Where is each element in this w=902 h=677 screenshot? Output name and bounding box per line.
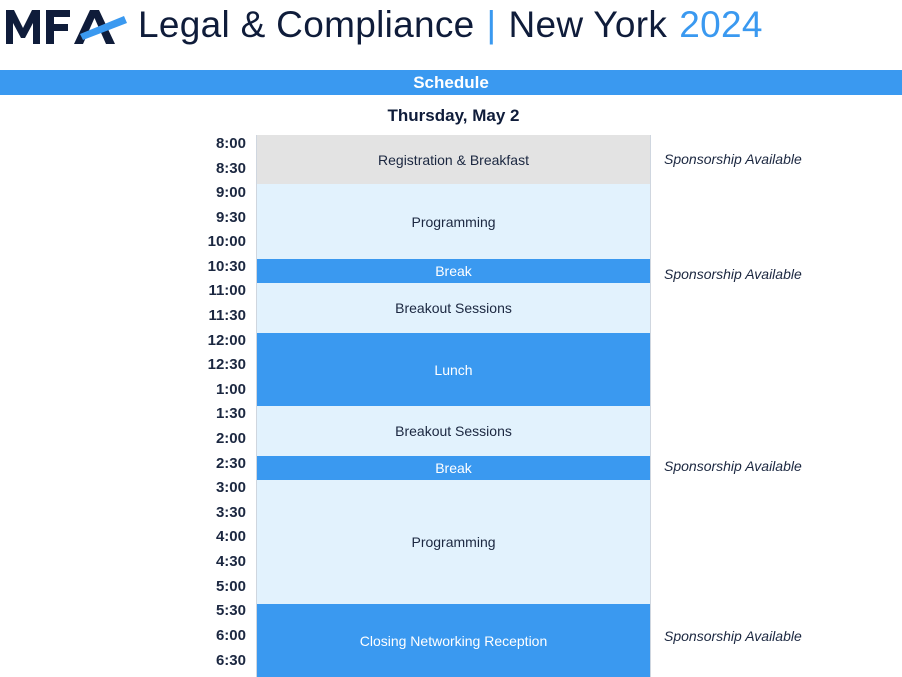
time-label: 12:00	[207, 332, 246, 349]
schedule-grid	[256, 135, 651, 677]
time-label: 6:00	[215, 627, 246, 644]
time-label: 5:00	[215, 578, 246, 595]
block-label: Break	[435, 460, 472, 476]
time-label: 5:30	[215, 602, 246, 619]
time-label: 10:30	[207, 258, 246, 275]
block-label: Programming	[411, 213, 496, 230]
schedule-block	[257, 604, 650, 677]
time-label: 2:30	[215, 455, 246, 472]
sponsorship-note: Sponsorship Available	[664, 151, 802, 167]
time-label: 2:00	[215, 430, 246, 447]
time-label: 9:00	[215, 184, 246, 201]
title-separator: |	[486, 4, 497, 45]
day-title: Thursday, May 2	[387, 106, 520, 125]
event-city: New York	[508, 4, 668, 45]
time-label: 11:30	[208, 307, 246, 324]
block-label: Closing Networking Reception	[359, 632, 548, 649]
time-label: 8:30	[215, 160, 246, 177]
event-title	[138, 0, 763, 50]
time-label: 9:30	[215, 209, 246, 226]
time-label: 4:30	[215, 553, 246, 570]
block-label: Breakout Sessions	[395, 300, 512, 316]
header	[0, 0, 902, 50]
time-label: 10:00	[207, 233, 246, 250]
time-label: 3:30	[215, 504, 246, 521]
schedule-block	[257, 184, 650, 259]
block-label: Lunch	[434, 361, 473, 378]
time-label: 3:00	[215, 479, 246, 496]
schedule-block	[257, 135, 650, 184]
time-label: 11:00	[208, 282, 246, 299]
schedule-block	[257, 283, 650, 333]
time-label: 12:30	[207, 356, 246, 373]
time-label: 1:30	[215, 405, 246, 422]
mfa-logo	[4, 4, 128, 48]
block-label: Breakout Sessions	[395, 423, 512, 439]
schedule-banner-label: Schedule	[413, 72, 489, 92]
schedule-block	[257, 406, 650, 456]
time-label: 1:00	[215, 381, 246, 398]
event-name: Legal & Compliance	[138, 4, 475, 45]
event-year: 2024	[679, 4, 763, 45]
sponsorship-note: Sponsorship Available	[664, 628, 802, 644]
sponsorship-note: Sponsorship Available	[664, 458, 802, 474]
schedule-block	[257, 480, 650, 604]
block-label: Break	[435, 263, 472, 279]
schedule-block	[257, 333, 650, 406]
schedule-banner	[0, 70, 902, 95]
schedule-block	[257, 259, 650, 283]
sponsorship-note: Sponsorship Available	[664, 266, 802, 282]
time-label: 4:00	[215, 528, 246, 545]
time-label: 6:30	[215, 652, 246, 669]
block-label: Programming	[411, 534, 496, 550]
block-label: Registration & Breakfast	[378, 151, 529, 168]
schedule-block	[257, 456, 650, 480]
time-label: 8:00	[215, 135, 246, 152]
